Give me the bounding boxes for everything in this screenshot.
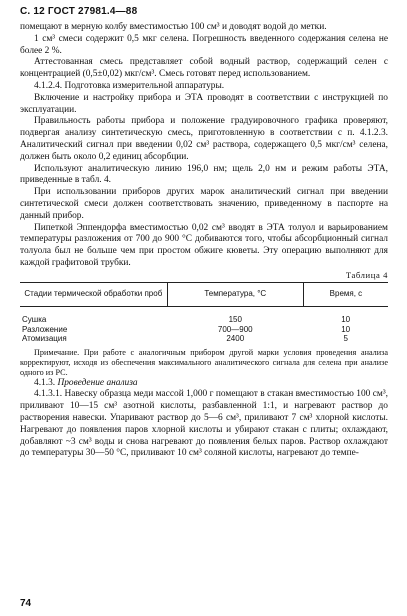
table-header-time: Время, с — [303, 282, 388, 307]
paragraph: 1 см³ смеси содержит 0,5 мкг селена. Погрешность введенного содержания селена не более 2 %. — [20, 33, 388, 56]
table-header-stage: Стадии термической обработки проб — [20, 282, 167, 307]
table-note: Примечание. При работе с аналогичным прибором другой марки условия проведения анализа корректируют, исходя из обеспечения максимального аналитического сигнала для селена при анализе одного из РС. — [20, 347, 388, 377]
table-header-temperature: Температура, °С — [167, 282, 303, 307]
section-heading — [20, 378, 388, 390]
paragraph: Правильность работы прибора и положение градуировочного графика проверяют, подвергая анализу синтетическую смесь, приготовленную в соответствии с п. 4.1.2.3. Аналитический сигнал при введении 0,02 см³ раствора, содержащего 0,5 мкг/см³ селена, должен быть около 0,2 единиц абсорбции. — [20, 116, 388, 162]
page-number: 74 — [20, 598, 32, 609]
paragraph: Включение и настройку прибора и ЭТА проводят в соответствии с инструкцией по эксплуатации. — [20, 92, 388, 115]
paragraph: Пипеткой Эппендорфа вместимостью 0,02 см³ вводят в ЭТА толуол и варьированием температуры разложения от 700 до 900 °С добиваются того, чтобы абсорбционный сигнал толуола был не больше чем при простом обжиге кюветы. Эту операцию выполняют для каждой графитовой трубки. — [20, 222, 388, 268]
paragraph: При использовании приборов других марок аналитический сигнал при введении синтетической смеси должен соответствовать значению, приведенному в паспорте на данный прибор. — [20, 187, 388, 221]
section-title: Проведение анализа — [57, 377, 138, 388]
page-header: С. 12 ГОСТ 27981.4—88 — [20, 6, 138, 17]
table-cell: Атомизация — [22, 334, 67, 344]
paragraph: 4.1.3.1. Навеску образца меди массой 1,000 г помещают в стакан вместимостью 100 см³, приливают 10—15 см³ азотной кислоты, разбавленной 1:1, и нагревают раствор до растворения навески. Упаривают раствор до 5—6 см³, приливают 7 см³ хлорной кислоты. Нагревают до появления паров хлорной кислоты и убирают стакан с плиты; охлаждают, добавляют ~3 см³ воды и снова нагревают до появления белых паров. Раствор охлаждают до температуры 30—50 °С, приливают 10 см³ соляной кислоты, нагревают до темпе- — [20, 389, 388, 459]
subsection-heading: 4.1.2.4. Подготовка измерительной аппаратуры. — [34, 80, 225, 91]
table-row — [20, 325, 388, 335]
temperature-table — [20, 282, 388, 348]
table-cell: 2400 — [226, 334, 245, 344]
table-cell: 10 — [341, 315, 351, 325]
table-cell: Сушка — [22, 315, 47, 325]
paragraph: Используют аналитическую линию 196,0 нм; щель 2,0 нм и режим работы ЭТА, приведенные в табл. 4. — [20, 163, 388, 186]
table-cell: 10 — [341, 324, 351, 334]
paragraph: помещают в мерную колбу вместимостью 100 см³ и доводят водой до метки. — [20, 22, 327, 32]
table-cell: 150 — [228, 315, 242, 325]
paragraph: Аттестованная смесь представляет собой водный раствор, содержащий селен с концентрацией (0,5±0,02) мкг/см³. Смесь готовят перед использованием. — [20, 57, 388, 80]
table-cell: Разложение — [22, 324, 68, 334]
table-row — [20, 334, 388, 348]
document-body — [20, 22, 388, 460]
table-row — [20, 307, 388, 325]
table-title: Таблица 4 — [345, 269, 388, 280]
table-cell: 5 — [343, 334, 348, 344]
table-cell: 700—900 — [217, 324, 253, 334]
section-number: 4.1.3. — [34, 377, 56, 388]
